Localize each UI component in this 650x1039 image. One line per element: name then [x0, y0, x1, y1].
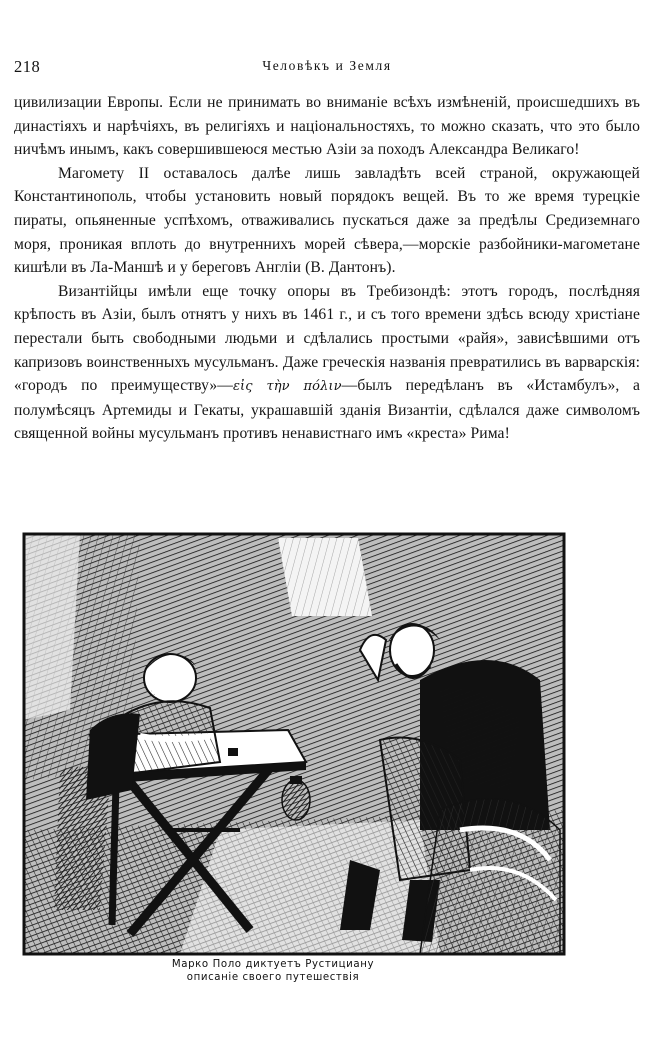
- caption-line-2: описаніе своего путешествія: [186, 971, 360, 983]
- paragraph-3-part-2: —былъ передѣланъ въ «Истамбулъ», а полумѣсяцъ Артемиды и Гекаты, украшавшій зданія Византіи, сдѣлался даже символомъ священной войны мусульманъ противъ ненавистнаго имъ «креста» Рима!: [14, 377, 640, 443]
- illustration-marco-polo: [20, 530, 582, 992]
- caption-line-1: Марко Поло диктуетъ Рустициану: [171, 959, 375, 970]
- illustration-caption: [166, 958, 380, 985]
- running-title: Человѣкъ и Земля: [262, 58, 392, 73]
- paragraph-3-part-1: Византійцы имѣли еще точку опоры въ Требизондѣ: этотъ городъ, послѣдняя крѣпость въ Азіи, былъ отнятъ у нихъ въ 1461 г., и съ того времени здѣсь всюду христіане перестали быть свободными людьми и сдѣлались простыми «райя», зависѣвшими отъ капризовъ воинственныхъ мусульманъ. Даже греческія названія превратились въ варварскія: «городъ по преимуществу»—: [14, 282, 640, 395]
- page-number: 218: [14, 57, 41, 76]
- paragraph-1: цивилизации Европы. Если не принимать во вниманіе всѣхъ измѣненій, происшедшихъ въ династіяхъ и нарѣчіяхъ, въ религіяхъ и національностяхъ, то можно сказать, что это было ничѣмъ инымъ, какъ совершившеюся местью Азіи за походъ Александра Великаго!: [14, 94, 640, 159]
- paragraph-3: [14, 280, 640, 446]
- page-header: [14, 57, 640, 79]
- paragraph-2: Магомету II оставалось далѣе лишь завладѣть всей страной, окружающей Константинополь, чтобы установить новый порядокъ вещей. Въ то же время турецкіе пираты, опьяненные успѣхомъ, отваживались пускаться даже за предѣлы Средиземнаго моря, проникая вплоть до внутреннихъ морей сѣвера,—морскіе разбойники-магометане кишѣли въ Ла-Маншѣ и у береговъ Англіи (В. Дантонъ).: [14, 164, 640, 277]
- greek-phrase: εἰς τὴν πόλιν: [232, 379, 342, 395]
- body-text: [14, 91, 640, 446]
